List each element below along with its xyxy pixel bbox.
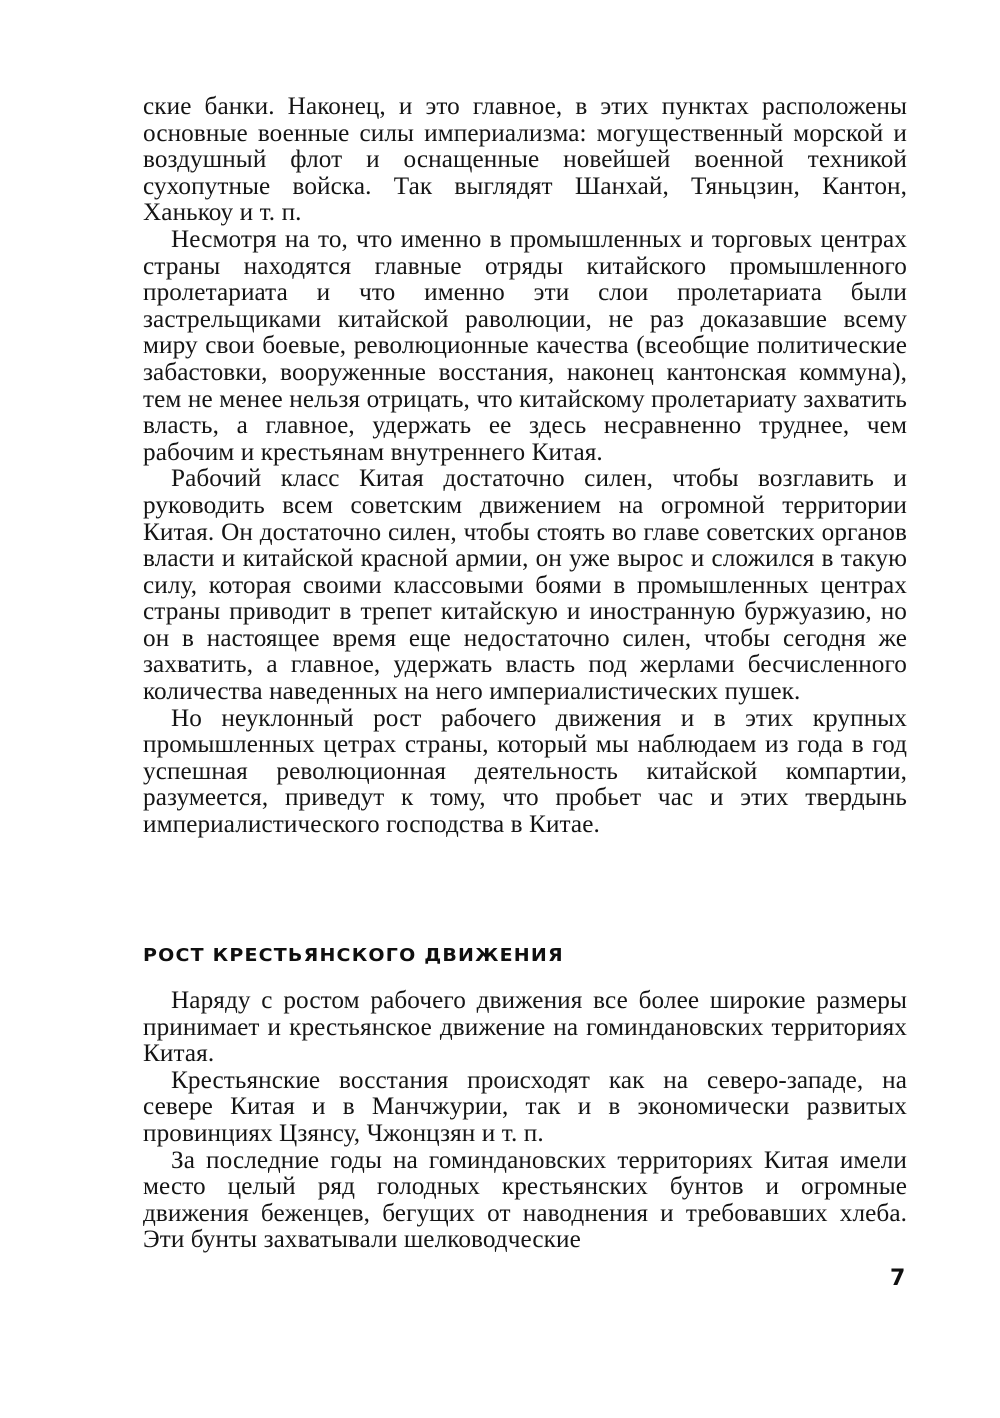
paragraph: Наряду с ростом рабочего движения все более широкие размеры принимает и крестьянское движение на гоминдановских территориях Китая. [143,987,907,1068]
page-number: 7 [890,1266,906,1291]
paragraph: Несмотря на то, что именно в промышленных и торговых центрах страны находятся главные отряды китайского промышленного пролетариата и что именно эти слои пролетариата были застрельщиками китайской раволюции, не раз доказавшие всему миру свои боевые, революционные качества (всеобщие политические забастовки, вооруженные восстания, наконец кантонская коммуна), тем не менее нельзя отрицать, что китайскому пролетариату захватить власть, а главное, удержать ее здесь несравненно труднее, чем рабочим и крестьянам внутреннего Китая. [143,225,907,466]
section-1-text [143,94,907,839]
section-2-text [143,988,907,1254]
paragraph: ские банки. Наконец, и это главное, в этих пунктах расположены основные военные силы империализма: могущественный морской и воздушный флот и оснащенные новейшей военной техникой сухопутные войска. Так выглядят Шанхай, Тяньцзин, Кантон, Ханькоу и т. п. [143,93,907,227]
paragraph: За последние годы на гоминдановских территориях Китая имели место целый ряд голодных крестьянских бунтов и огромные движения беженцев, бегущих от наводнения и требовавших хлеба. Эти бунты захватывали шелководческие [143,1146,907,1254]
section-heading: РОСТ КРЕСТЬЯНСКОГО ДВИЖЕНИЯ [143,944,564,966]
paragraph: Крестьянские восстания происходят как на северо-западе, на севере Китая и в Манчжурии, так и в экономически развитых провинциях Цзянсу, Чжонцзян и т. п. [143,1066,907,1147]
paragraph: Рабочий класс Китая достаточно силен, чтобы возглавить и руководить всем советским движением на огромной территории Китая. Он достаточно силен, чтобы стоять во главе советских органов власти и китайской красной армии, он уже вырос и сложился в такую силу, которая своими классовыми боями в промышленных центрах страны приводит в трепет китайскую и иностранную буржуазию, но он в настоящее время еще недостаточно силен, чтобы сегодня же захватить, а главное, удержать власть под жерлами бесчисленного количества наведенных на него империалистических пушек. [143,465,907,706]
paragraph: Но неуклонный рост рабочего движения и в этих крупных промышленных цетрах страны, который мы наблюдаем из года в год успешная революционная деятельность китайской компартии, разумеется, приведут к тому, что пробьет час и этих твердынь империалистического господства в Китае. [143,704,907,839]
